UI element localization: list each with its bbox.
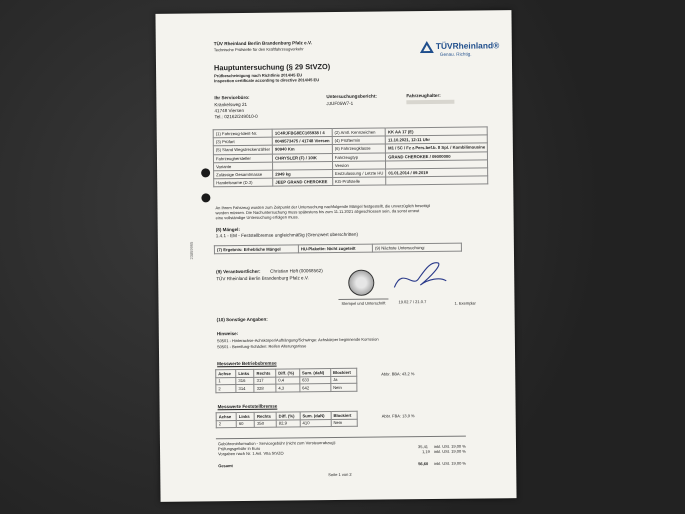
page-indicator: Seite 1 von 2 (328, 471, 352, 478)
vehicle-field-label: (4) Prüftermin (332, 136, 386, 145)
side-serial-number: 23859965 (188, 241, 195, 260)
brake-table-header: Achse (216, 413, 236, 421)
document-subtitle-1: Prüfbescheinigung nach Richtlinie 2014/45 EU (214, 72, 303, 79)
plaque-cell: HU-Plakette: Nicht zugeteilt (298, 244, 372, 253)
brake-table-cell: 316 (236, 377, 254, 385)
office-line: 41748 Viersen (214, 107, 245, 114)
vehicle-field-label: (5) Stand Wegstreckenzähler (213, 146, 272, 155)
brake-table-cell: 317 (254, 377, 276, 385)
owner-label: Fahrzeughalter: (406, 92, 441, 99)
brake-table-header: Achse (216, 370, 236, 378)
notice-line: werden müssen. Die Nachuntersuchung muss spätestens bis zum 11.11.2021 abgeschlossen sein, da sonst erneut (215, 208, 420, 216)
responsible-name: Christian Höft (00068562) (270, 268, 323, 274)
service-brake-table (215, 368, 357, 393)
brake-table-cell: 4,3 (276, 384, 300, 392)
vehicle-field-label: (6) Fahrzeugklasse (332, 144, 386, 153)
vehicle-row (214, 176, 488, 187)
inspection-document (155, 10, 516, 502)
report-label: Untersuchungsbericht: (326, 93, 377, 100)
notice-line: eine vollständige Untersuchung erfolgen muss. (215, 214, 299, 221)
official-stamp (348, 270, 374, 296)
hint-line: S0501 - Hinterachse-Achskörper/Aufhängung/Schwinge: Achskörper beginnende Korrosion (216, 336, 379, 344)
vehicle-field-label: Erstzulassung / Letzte HU (332, 169, 386, 178)
fees-line: Vorgaben nach Nr. 1 Anl. VIIa StVZO (218, 450, 284, 457)
brake-table-cell: 60 (236, 420, 254, 428)
tuv-triangle-icon (420, 41, 434, 53)
brake-table-header: Blockiert (331, 411, 357, 419)
fees-line: Prüfungsgebühr in Euro (217, 445, 261, 452)
total-label: Gesamt (218, 463, 233, 469)
brake-table-header: Rechts (254, 369, 276, 377)
fee-amount: 35,41 (417, 444, 429, 450)
vehicle-field-value: KK AA 17 (E) (385, 127, 487, 136)
punch-hole (201, 193, 210, 202)
brake-table-cell: Nein (331, 419, 357, 427)
company-name: TÜV Rheinland Berlin Brandenburg Pfalz e.V. (213, 40, 312, 47)
brake-table-cell: 82,9 (276, 419, 300, 427)
brake-table-cell: 314 (236, 385, 254, 393)
brake-table-cell: 2 (216, 385, 236, 393)
other-heading: (10) Sonstige Angaben: (216, 316, 268, 323)
defect-item: 1.4.1 - EM - Feststellbremse ungleichmäßig (Grenzwert überschritten) (215, 231, 359, 239)
parking-brake-table (216, 411, 358, 429)
vehicle-field-label: (2) Amtl. Kennzeichen (332, 128, 386, 137)
signature-icon (390, 257, 450, 296)
brake-table-cell: 0,4 (276, 376, 300, 384)
responsible-label: (9) Verantwortlicher: (216, 268, 261, 275)
fee-tax: inkl. USt. 19,00 % (434, 448, 466, 454)
brake-table-cell: Nein (331, 383, 357, 391)
vehicle-field-label: Variante (214, 162, 273, 171)
vehicle-field-label: Zulässige Gesamtmasse (214, 170, 273, 179)
vehicle-table (213, 126, 489, 187)
vehicle-field-label: (3) Prüfart (213, 137, 272, 146)
office-line: Tel.: 02162/249010-0 (214, 113, 258, 120)
fees-line: Gebühreninformation - Servicegebühr (nicht zum Vorsteuerabzug): (217, 440, 337, 447)
brake-table-cell: 642 (300, 384, 331, 392)
brake-table-header: Blockiert (330, 368, 356, 376)
document-title: Hauptuntersuchung (§ 29 StVZO) (213, 62, 331, 73)
vehicle-field-value: 0049573475 / 41748 Viersen (272, 137, 332, 146)
brake-table-header: Sum. (daN) (300, 412, 331, 420)
brake-table-header: Links (236, 412, 254, 420)
vehicle-field-value: CHRYSLER (F) / 10IK (273, 153, 333, 162)
hints-label: Hinweise: (216, 331, 239, 337)
parking-brake-title: Messwerte Feststellbremse (217, 403, 278, 410)
next-inspection-cell: (9) Nächste Untersuchung: (372, 243, 461, 252)
office-label: Ihr Servicebüro: (214, 94, 250, 101)
total-amount: 56,60 (418, 461, 429, 467)
logo: TÜVRheinland® (435, 40, 500, 51)
vehicle-field-value: 11.10.2021, 12:11 Uhr (385, 135, 487, 144)
punch-hole (201, 168, 210, 177)
vehicle-field-label: (1) Fahrzeug-Ident-Nr. (213, 129, 272, 138)
vehicle-field-label: Handelsname (D.3) (214, 178, 273, 187)
office-line: Kränkelsweg 21 (214, 101, 248, 108)
vehicle-field-value: 2949 kg (273, 169, 333, 178)
slogan: Genau. Richtig. (439, 51, 472, 57)
vehicle-field-label: Fahrzeughersteller (213, 154, 272, 163)
copy-label: 1. Exemplar (454, 300, 476, 306)
owner-redacted (406, 100, 454, 105)
signature-date: 19.02.7 / 21.0.7 (398, 299, 427, 305)
service-brake-note: Abbr. BBA: 43,2 % (381, 371, 415, 377)
document-subtitle-2: Inspection certificate according to directive 2014/45 EU (214, 77, 320, 84)
parking-brake-note: Abbr. FBA: 13,9 % (381, 413, 415, 419)
fee-amount: 1,19 (422, 449, 430, 455)
vehicle-field-value (386, 176, 488, 185)
vehicle-field-value: GRAND CHEROKEE / 09000000 (386, 151, 488, 160)
brake-table-cell: 350 (255, 420, 277, 428)
result-cell: (7) Ergebnis: Erhebliche Mängel (214, 245, 298, 254)
report-number: JJUF05W7-1 (326, 100, 354, 107)
vehicle-field-value: 1C4RJFBG8EC165938 / 4 (272, 129, 332, 138)
brake-table-header: Diff. (%) (276, 412, 300, 420)
vehicle-field-value: 01.01.2014 / 09.2019 (386, 168, 488, 177)
brake-table-cell: 328 (254, 384, 276, 392)
brake-table-header: Rechts (254, 412, 276, 420)
brake-table-header: Sum. (daN) (299, 369, 330, 377)
brake-table-cell: 1 (216, 377, 236, 385)
brake-table-cell: 2 (216, 420, 236, 428)
brake-table-header: Diff. (%) (276, 369, 300, 377)
vehicle-field-label: Fahrzeugtyp (332, 153, 386, 162)
vehicle-field-label: KG-Prüfstelle (332, 177, 386, 186)
hint-line: S0501 - Bereifung-Schäden: Reifen Alterungsrisse (216, 343, 307, 350)
fees-divider (216, 436, 466, 440)
vehicle-field-value: M1 / 5C / Fz z.Pers.bef.b. 8 Spl. / Kombilimousine (386, 143, 488, 152)
fee-tax: inkl. USt. 19,00 % (433, 443, 466, 449)
brake-table-cell: 410 (300, 419, 331, 427)
brake-table-row (216, 383, 357, 392)
defects-heading: (8) Mängel: (215, 227, 240, 233)
brake-table-cell: 633 (300, 376, 331, 384)
responsible-org: TÜV Rheinland Berlin Brandenburg Pfalz e.V. (216, 275, 309, 282)
vehicle-field-value: 90940 Km (272, 145, 332, 154)
service-brake-title: Messwerte Betriebsbremse (217, 360, 277, 367)
vehicle-field-label: Version (332, 161, 386, 170)
vehicle-field-value: JEEP GRAND CHEROKEE (273, 178, 333, 187)
brake-table-header: Links (236, 369, 254, 377)
brake-table-row (216, 419, 357, 428)
stamp-caption: Stempel und Unterschrift (341, 300, 386, 306)
result-table (214, 243, 462, 255)
total-tax: inkl. USt. 19,00 % (434, 460, 466, 466)
company-subtitle: Technische Prüfstelle für den Kraftfahrzeugverkehr (213, 46, 304, 53)
brake-table-cell: Ja (331, 376, 357, 384)
notice-line: An Ihrem Fahrzeug wurden zum Zeitpunkt der Untersuchung nachfolgende Mängel festgestellt, die unverzüglich beseitigt (215, 203, 430, 211)
